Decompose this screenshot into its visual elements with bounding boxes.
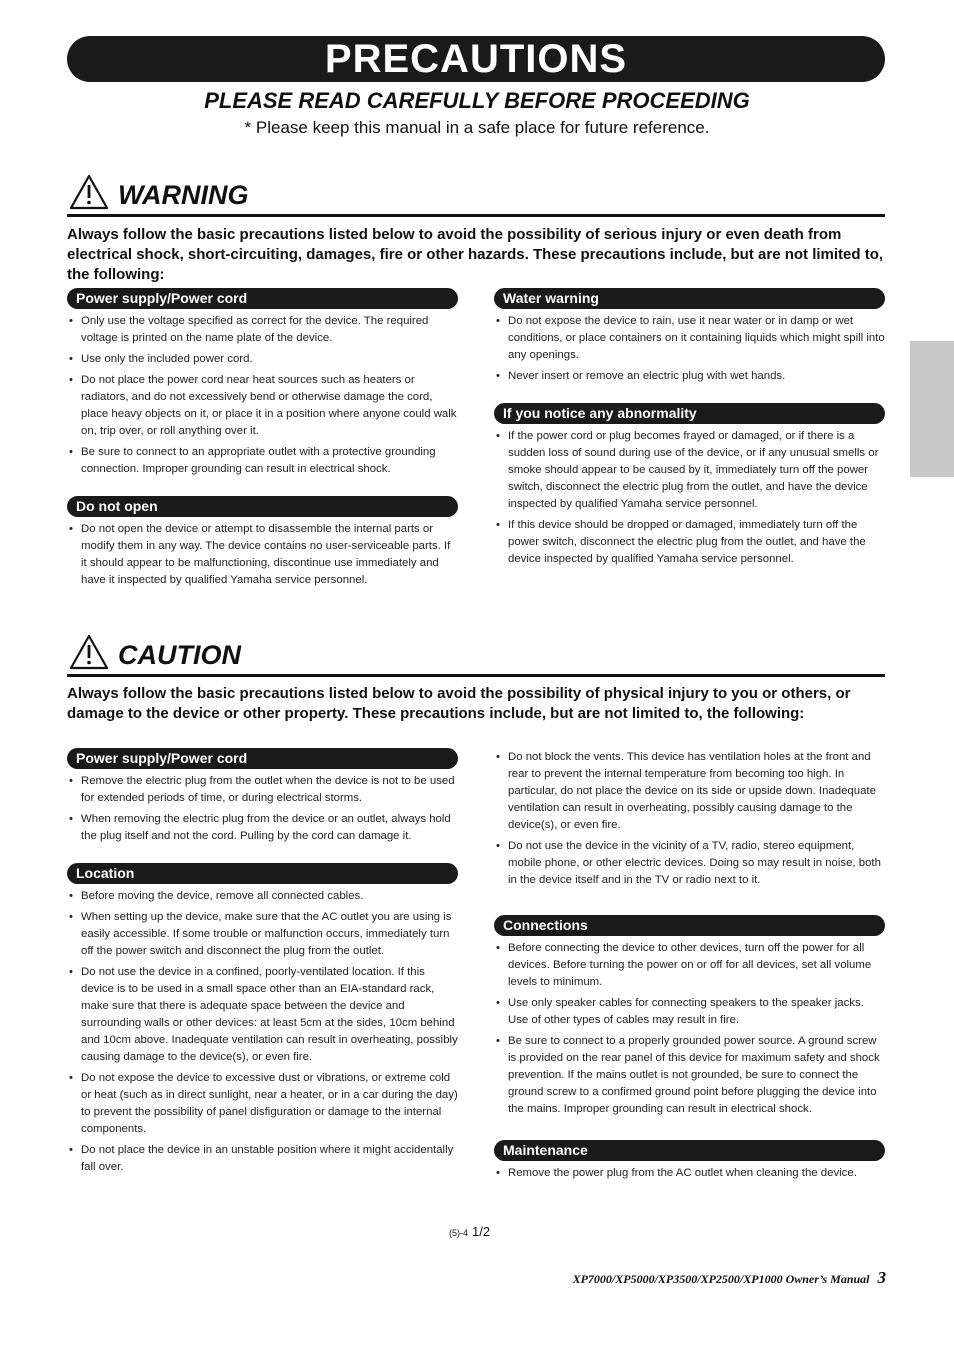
warning-intro: Always follow the basic precautions listed below to avoid the possibility of serious injury or even death from electrical shock, short-circuiting, damages, fire or other hazards. These precautions include, but are not limited to, the following: — [67, 226, 884, 283]
list-item: • Be sure to connect to a properly grounded power source. A ground screw is provided on the rear panel of this device for maximum safety and shock prevention. If the mains outlet is not grounded, be sure to connect the ground screw to a confirmed ground point before plugging the device into the mains. Improper grounding can result in electrical shock. — [494, 1033, 885, 1118]
list-item: • If the power cord or plug becomes frayed or damaged, or if there is a sudden loss of sound during use of the device, or if any unusual smells or smoke should appear to be caused by it, immediately turn off the power switch, disconnect the electric plug from the outlet, and have the device inspected by qualified Yamaha service personnel. — [494, 428, 885, 513]
list-item: • Do not use the device in a confined, poorly-ventilated location. If this device is to be used in a small space other than an EIA-standard rack, make sure that there is adequate space between the device and surrounding walls or other devices: at least 5cm at the sides, 10cm behind and 10cm above. Inadequate ventilation can result in overheating, possibly causing damage to the device(s), or even fire. — [67, 964, 458, 1066]
warning-title: WARNING — [118, 180, 249, 210]
list-item: • Use only speaker cables for connecting speakers to the speaker jacks. Use of other types of cables may result in fire. — [494, 995, 885, 1029]
list-item: • Be sure to connect to an appropriate outlet with a protective grounding connection. Improper grounding can result in electrical shock. — [67, 444, 458, 478]
bullet-list — [494, 940, 885, 1118]
warning-right-column — [494, 288, 885, 572]
section-label: Water warning — [494, 288, 885, 309]
caution-heading — [67, 640, 885, 677]
list-item: • Only use the voltage specified as correct for the device. The required voltage is printed on the name plate of the device. — [67, 313, 458, 347]
warning-heading — [67, 180, 885, 217]
list-item: • Do not place the device in an unstable position where it might accidentally fall over. — [67, 1142, 458, 1176]
bullet-list — [67, 773, 458, 845]
section-label: Power supply/Power cord — [67, 288, 458, 309]
page-title-banner — [67, 36, 885, 82]
list-item: • Never insert or remove an electric plug with wet hands. — [494, 368, 885, 385]
section-label: If you notice any abnormality — [494, 403, 885, 424]
manual-name: XP7000/XP5000/XP3500/XP2500/XP1000 Owner’s Manual — [572, 1272, 870, 1286]
document-code-part: 1/2 — [472, 1224, 491, 1239]
list-item: • Remove the electric plug from the outlet when the device is not to be used for extended periods of time, or during electrical storms. — [67, 773, 458, 807]
section-label: Do not open — [67, 496, 458, 517]
document-code-prefix: (5)-4 — [449, 1228, 469, 1238]
list-item: • Use only the included power cord. — [67, 351, 458, 368]
warning-left-column — [67, 288, 458, 593]
list-item: • When setting up the device, make sure that the AC outlet you are using is easily accessible. If some trouble or malfunction occurs, immediately turn off the power switch and disconnect the plug from the outlet. — [67, 909, 458, 960]
section-label: Location — [67, 863, 458, 884]
list-item: • If this device should be dropped or damaged, immediately turn off the power switch, disconnect the electric plug from the outlet, and have the device inspected by qualified Yamaha service personnel. — [494, 517, 885, 568]
caution-title: CAUTION — [118, 640, 241, 670]
bullet-list — [67, 888, 458, 1176]
page-title: PRECAUTIONS — [324, 36, 628, 81]
bullet-list — [67, 521, 458, 589]
list-item: • Do not expose the device to rain, use it near water or in damp or wet conditions, or place containers on it containing liquids which might spill into any openings. — [494, 313, 885, 364]
bullet-list — [494, 428, 885, 568]
page-number: 3 — [877, 1268, 886, 1287]
bullet-list — [494, 313, 885, 385]
caution-intro: Always follow the basic precautions listed below to avoid the possibility of physical injury to you or others, or damage to the device or other property. These precautions include, but are not limited to, the following: — [67, 685, 851, 722]
document-code — [449, 1224, 490, 1239]
list-item: • Remove the power plug from the AC outlet when cleaning the device. — [494, 1165, 885, 1182]
list-item: • When removing the electric plug from the device or an outlet, always hold the plug itself and not the cord. Pulling by the cord can damage it. — [67, 811, 458, 845]
list-item: • Do not expose the device to excessive dust or vibrations, or extreme cold or heat (such as in direct sunlight, near a heater, or in a car during the day) to prevent the possibility of panel disfiguration or damage to the internal components. — [67, 1070, 458, 1138]
page-footer — [573, 1268, 886, 1288]
warning-triangle-icon — [69, 634, 109, 670]
list-item: • Do not use the device in the vicinity of a TV, radio, stereo equipment, mobile phone, or other electric devices. Doing so may result in noise, both in the device itself and in the TV or radio next to it. — [494, 838, 885, 889]
page-subtitle: PLEASE READ CAREFULLY BEFORE PROCEEDING — [204, 88, 750, 113]
list-item: • Before moving the device, remove all connected cables. — [67, 888, 458, 905]
list-item: • Do not place the power cord near heat sources such as heaters or radiators, and do not excessively bend or otherwise damage the cord, place heavy objects on it, or place it in a position where anyone could walk on, trip over, or roll anything over it. — [67, 372, 458, 440]
warning-triangle-icon — [69, 174, 109, 210]
bullet-list — [494, 749, 885, 889]
caution-right-column — [494, 749, 885, 1186]
side-tab — [910, 341, 954, 477]
list-item: • Do not open the device or attempt to disassemble the internal parts or modify them in any way. The device contains no user-serviceable parts. If it should appear to be malfunctioning, discontinue use immediately and have it inspected by qualified Yamaha service personnel. — [67, 521, 458, 589]
section-label: Connections — [494, 915, 885, 936]
list-item: • Before connecting the device to other devices, turn off the power for all devices. Before turning the power on or off for all devices, set all volume levels to minimum. — [494, 940, 885, 991]
bullet-list — [494, 1165, 885, 1182]
section-label: Power supply/Power cord — [67, 748, 458, 769]
caution-left-column — [67, 748, 458, 1180]
section-label: Maintenance — [494, 1140, 885, 1161]
bullet-list — [67, 313, 458, 478]
list-item: • Do not block the vents. This device has ventilation holes at the front and rear to prevent the internal temperature from becoming too high. In particular, do not place the device on its side or upside down. Inadequate ventilation can result in overheating, possibly causing damage to the device(s), or even fire. — [494, 749, 885, 834]
keep-manual-note: * Please keep this manual in a safe place for future reference. — [244, 118, 710, 137]
